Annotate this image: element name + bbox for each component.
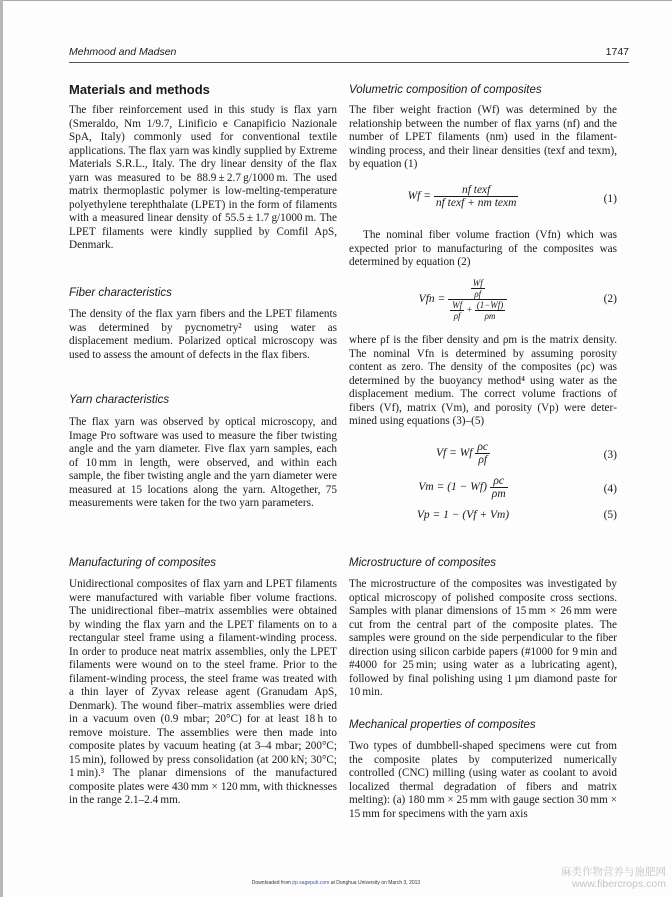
eq2-num-num: Wf xyxy=(472,278,483,288)
equation-5-number: (5) xyxy=(603,509,617,521)
equation-2-denominator xyxy=(448,299,507,321)
watermark xyxy=(561,866,666,890)
subsection-title-microstructure: Microstructure of composites xyxy=(349,557,496,569)
equation-4-numerator: ρc xyxy=(493,475,505,487)
paragraph-fiber: The density of the flax yarn fibers and the LPET filaments was determined by pycnometry² using water as displacement medium. Polarized optical microscopy was used to assess the amount of defects in the flax fibers. xyxy=(69,308,337,361)
equation-3-numerator: ρc xyxy=(477,441,488,453)
subsection-title-fiber: Fiber characteristics xyxy=(69,287,172,299)
section-title-materials: Materials and methods xyxy=(69,82,210,97)
equation-1-denominator: nf texf + nm texm xyxy=(435,197,517,209)
eq2-den-b-num: (1−Wf) xyxy=(476,300,504,310)
footer-link[interactable]: jrp.sagepub.com xyxy=(292,880,330,886)
eq2-plus: + xyxy=(466,304,473,315)
equation-4-number: (4) xyxy=(603,483,617,495)
equation-2-number: (2) xyxy=(603,293,617,305)
eq2-den-b-den: ρm xyxy=(475,310,506,321)
watermark-line-1: 麻类作物营养与施肥网 xyxy=(561,866,666,878)
equation-2-fraction xyxy=(448,278,507,321)
watermark-line-2: www.fibercrops.com xyxy=(572,878,666,890)
subsection-title-volumetric: Volumetric composition of composites xyxy=(349,84,542,96)
eq2-den-a-den: ρf xyxy=(450,310,464,321)
equation-2 xyxy=(349,278,617,324)
left-column xyxy=(69,0,337,897)
paragraph-materials: The fiber reinforcement used in this study is flax yarn (Smeraldo, Nm 1/9.7, Linificio e Canapificio Nazionale SpA, Italy) commonly used for conventional textile applications. The flax yarn was kindly supplied by Extreme Materials S.R.L., Italy. The dry linear density of the flax yarn was measured to be 88.9 ± 2.7 g/1000 m. The used matrix thermoplastic polymer is low-melting-temperature polyethylene terephthalate (LPET) in the form of filaments with a measured linear density of 55.5 ± 1.7 g/1000 m. The LPET filaments were kindly supplied by Comfil ApS, Denmark. xyxy=(69,104,337,251)
equation-3-number: (3) xyxy=(603,449,617,461)
paragraph-mechanical: Two types of dumbbell-shaped specimens were cut from the composite plates by computerized numerically controlled (CNC) milling (using water as coolant to avoid localized thermal degradation of fibers and matrix melting): (a) 180 mm × 25 mm with gauge section 30 mm × 15 mm for specimens with the yarn axis xyxy=(349,740,617,820)
subsection-title-manufacturing: Manufacturing of composites xyxy=(69,557,217,569)
running-head-authors: Mehmood and Madsen xyxy=(69,46,177,58)
page-edge xyxy=(0,0,3,897)
equation-2-lhs: Vfn = xyxy=(418,293,446,306)
paragraph-manufacturing: Unidirectional composites of flax yarn and LPET filaments were manufactured with variable fiber volume fractions. The unidirectional fiber–matrix assemblies were obtained by winding the flax yarn and the LPET filaments on to a rectangular steel frame using a filament-winding process. In order to produce neat matrix assemblies, only the LPET filaments were wound on to the steel frame. Prior to the filament-winding process, the steel frame was treated with a thin layer of Zyvax release agent (Granudam ApS, Denmark). The wound fiber–matrix assemblies were dried in a vacuum oven (0.9 mbar; 20°C) for at least 18 h to remove moisture. The assemblies were then made into composite plates by vacuum heating (at 3–4 mbar; 200°C; 15 min), followed by press consolidation (at 200 kN; 30°C; 1 min).³ The planar dimensions of the manufactured composite plates were 430 mm × 120 mm, with thicknesses in the range 2.1–2.4 mm. xyxy=(69,578,337,806)
footer-suffix: at Donghua University on March 3, 2013 xyxy=(329,880,421,886)
equation-1-fraction xyxy=(434,184,519,209)
eq2-den-a-num: Wf xyxy=(452,300,463,310)
subsection-title-yarn: Yarn characteristics xyxy=(69,394,170,406)
equation-3-lhs: Vf = Wf xyxy=(435,447,473,460)
paragraph-density: where ρf is the fiber density and ρm is the matrix density. The nominal Vfn is determined by assuming porosity content as zero. The density of the composites (ρc) was determined by the buoyancy method⁴ using water as the displacement medium. The correct volume fractions of fibers (Vf), matrix (Vm), and porosity (Vp) were determined using equations (3)–(5) xyxy=(349,334,617,427)
subsection-title-mechanical: Mechanical properties of composites xyxy=(349,719,536,731)
paragraph-volumetric: The fiber weight fraction (Wf) was determined by the relationship between the number of flax yarns (nf) and the number of LPET filaments (nm) used in the filament-winding process, and their linear densities (texf and texm), by equation (1) xyxy=(349,104,617,170)
equation-1-numerator: nf texf xyxy=(461,184,491,196)
page-number: 1747 xyxy=(605,46,629,58)
equation-1-lhs: Wf = xyxy=(407,190,431,203)
equation-4-denominator: ρm xyxy=(491,488,506,500)
equation-1 xyxy=(349,184,617,218)
equation-5 xyxy=(349,509,617,525)
equation-3-denominator: ρf xyxy=(475,453,490,466)
right-column xyxy=(349,0,617,897)
equation-4-lhs: Vm = (1 − Wf) xyxy=(418,481,487,494)
equation-3 xyxy=(349,441,617,471)
paragraph-nominal: The nominal fiber volume fraction (Vfn) which was expected prior to manufacturing of the composites was determined by equation (2) xyxy=(349,229,617,268)
footer-prefix: Downloaded from xyxy=(251,880,293,886)
equation-2-numerator xyxy=(448,278,507,299)
equation-4 xyxy=(349,475,617,505)
equation-1-number: (1) xyxy=(603,193,617,205)
eq2-num-den: ρf xyxy=(471,288,485,299)
paragraph-yarn: The flax yarn was observed by optical microscopy, and Image Pro software was used to measure the fiber twisting angle and the yarn diameter. Five flax yarn samples, each of 10 mm in length, were observed, and within each sample, the fiber twisting angle and the yarn diameter were measured at 15 locations along the yarn. Altogether, 75 measurements were taken for the two yarn parameters. xyxy=(69,416,337,509)
paragraph-microstructure: The microstructure of the composites was investigated by optical microscopy of polished composite cross sections. Samples with planar dimensions of 15 mm × 26 mm were cut from the central part of the composite plates. The samples were ground on the side perpendicular to the fiber direction using silicon carbide papers (#1000 for 9 min and #4000 for 25 min; using water as a lubricating agent), followed by final polishing using 1 µm diamond paste for 10 min. xyxy=(349,578,617,698)
equation-5-expression: Vp = 1 − (Vf + Vm) xyxy=(416,509,510,521)
